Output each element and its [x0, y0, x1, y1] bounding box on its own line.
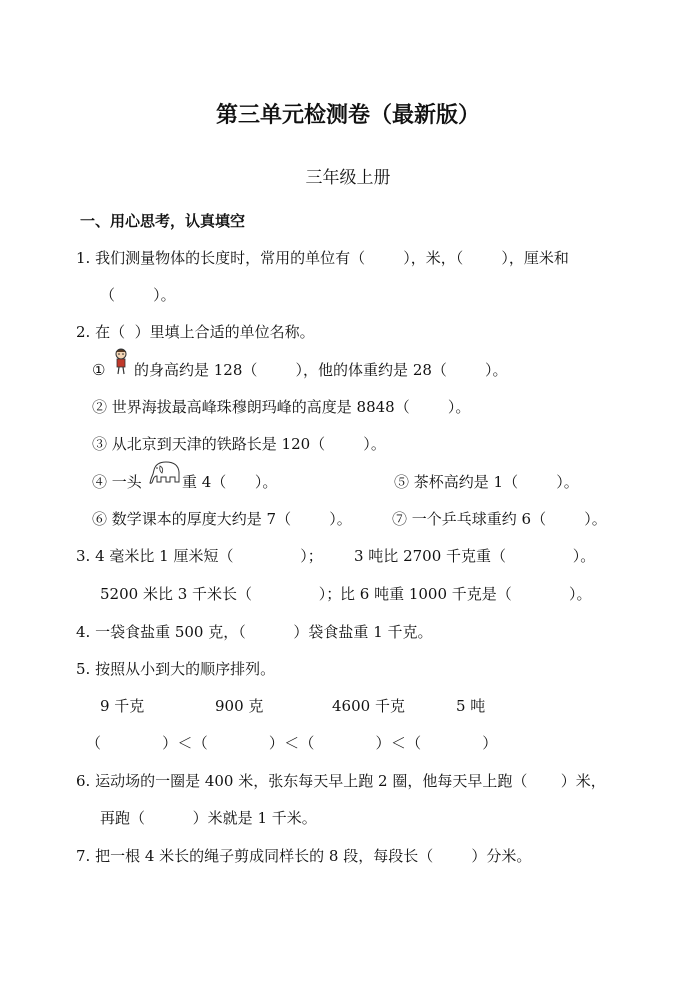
question-2-prompt: 2. 在（ ）里填上合适的单位名称。: [76, 323, 315, 341]
question-1-line-2: （ ）。: [100, 286, 176, 304]
question-3-line-1-part-1: 3. 4 毫米比 1 厘米短（ ）；: [76, 547, 323, 565]
document-title: 第三单元检测卷（最新版）: [215, 103, 480, 128]
question-5-item-2: 900 克: [215, 697, 264, 715]
question-6-line-1: 6. 运动场的一圈是 400 米，张东每天早上跑 2 圈，他每天早上跑（ ）米，: [76, 772, 606, 790]
question-3-line-2-part-2: 比 6 吨重 1000 千克是（ ）。: [340, 585, 592, 603]
question-1-line-1: 1. 我们测量物体的长度时，常用的单位有（ ），米，（ ），厘米和: [76, 249, 569, 267]
question-2-item-3: ③ 从北京到天津的铁路长是 120（ ）。: [92, 435, 386, 453]
document-subtitle: 三年级上册: [305, 168, 391, 188]
question-2-item-2: ② 世界海拔最高峰珠穆朗玛峰的高度是 8848（ ）。: [92, 398, 471, 416]
question-2-item-5: ⑤ 茶杯高约是 1（ ）。: [394, 473, 579, 491]
question-5-prompt: 5. 按照从小到大的顺序排列。: [76, 660, 276, 678]
question-7: 7. 把一根 4 米长的绳子剪成同样长的 8 段，每段长（ ）分米。: [76, 847, 532, 865]
question-5-item-3: 4600 千克: [332, 697, 405, 715]
question-2-item-4-part-1: ④ 一头: [92, 473, 142, 491]
child-icon: [112, 347, 130, 375]
question-2-item-6: ⑥ 数学课本的厚度大约是 7（ ）。: [92, 510, 352, 528]
question-6-line-2: 再跑（ ）米就是 1 千米。: [100, 809, 317, 827]
question-2-item-7: ⑦ 一个乒乓球重约 6（ ）。: [392, 510, 607, 528]
question-3-line-1-part-2: 3 吨比 2700 千克重（ ）。: [354, 547, 596, 565]
question-5-item-1: 9 千克: [100, 697, 145, 715]
question-5-item-4: 5 吨: [456, 697, 486, 715]
question-5-order-blanks: （ ）＜（ ）＜（ ）＜（ ）: [86, 734, 498, 752]
question-2-item-1-text: 的身高约是 128（ ），他的体重约是 28（ ）。: [134, 361, 508, 379]
question-2-item-1-number: ①: [92, 361, 106, 379]
elephant-icon: [148, 458, 184, 488]
question-4: 4. 一袋食盐重 500 克，（ ）袋食盐重 1 千克。: [76, 623, 433, 641]
section-heading: 一、用心思考，认真填空: [80, 212, 246, 230]
question-2-item-4-part-2: 重 4（ ）。: [182, 473, 278, 491]
question-3-line-2-part-1: 5200 米比 3 千米长（ ）；: [100, 585, 342, 603]
